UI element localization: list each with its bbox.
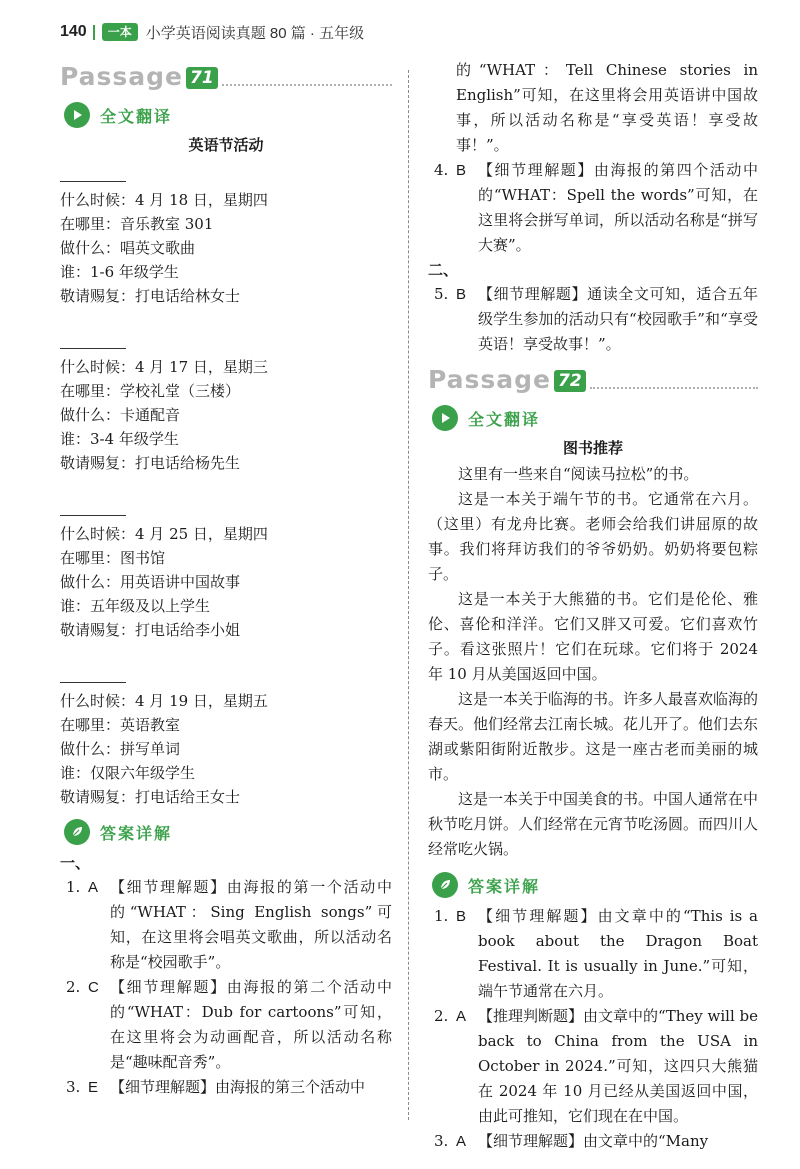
- answers-heading: [60, 817, 392, 847]
- play-icon: [432, 405, 458, 431]
- header-divider: [93, 25, 95, 40]
- event-block: [60, 167, 392, 308]
- event-when: 什么时候：4 月 19 日，星期五: [60, 692, 268, 710]
- answer-number: 4.: [434, 161, 449, 179]
- leaf-icon: [64, 819, 90, 845]
- event-where: 在哪里：英语教室: [60, 716, 181, 734]
- answer-letter: B: [456, 286, 467, 303]
- event-where: 在哪里：音乐教室 301: [60, 215, 214, 233]
- answer-letter: B: [456, 908, 467, 925]
- event-name-blank: [60, 167, 126, 182]
- event-when: 什么时候：4 月 17 日，星期三: [60, 358, 268, 376]
- answer-letter: A: [456, 1133, 467, 1150]
- answer-letter: B: [456, 162, 467, 179]
- answer-text: 【细节理解题】由海报的第二个活动中的“WHAT：Dub for cartoons”可知，在这里将会为动画配音，所以活动名称是“趣味配音秀”。: [110, 978, 392, 1071]
- answer-number: 2.: [66, 978, 81, 996]
- answer-letter: C: [88, 979, 99, 996]
- paragraph: 这是一本关于端午节的书。它通常在六月。（这里）有龙舟比赛。老师会给我们讲屈原的故事。我们将拜访我们的爷爷奶奶。奶奶将要包粽子。: [428, 490, 758, 583]
- passage-heading-72: [428, 361, 758, 395]
- event-when: 什么时候：4 月 25 日，星期四: [60, 525, 268, 543]
- answer-text: 的“WHAT：Tell Chinese stories in English”可知，在这里将会用英语讲中国故事，所以活动名称是“享受英语！享受故事！”。: [456, 61, 758, 154]
- answer-item: [428, 904, 758, 1004]
- event-who: 谁：五年级及以上学生: [60, 597, 211, 615]
- paragraph: 这是一本关于中国美食的书。中国人通常在中秋节吃月饼。人们经常在元宵节吃汤圆。而四川人经常吃火锅。: [428, 790, 759, 858]
- answer-item: [60, 975, 392, 1075]
- paragraph: 这是一本关于大熊猫的书。它们是伦伦、雅伦、喜伦和洋洋。它们又胖又可爱。它们喜欢竹子。看这张照片！它们在玩球。它们将于 2024 年 10 月从美国返回中国。: [428, 590, 758, 683]
- answer-letter: E: [88, 1079, 99, 1096]
- book-title: 小学英语阅读真题 80 篇 · 五年级: [145, 24, 365, 42]
- event-where: 在哪里：学校礼堂（三楼）: [60, 382, 241, 400]
- group-label: 二、: [428, 261, 459, 279]
- event-block: [60, 668, 392, 809]
- answer-letter: A: [456, 1008, 467, 1025]
- play-icon: [64, 102, 90, 128]
- passage-heading-71: [60, 58, 392, 92]
- event-rsvp: 敬请赐复：打电话给林女士: [60, 287, 241, 305]
- answer-text: 【细节理解题】由海报的第三个活动中: [110, 1078, 366, 1096]
- answer-number: 5.: [434, 285, 449, 303]
- event-name-blank: [60, 501, 126, 516]
- event-what: 做什么：唱英文歌曲: [60, 239, 196, 257]
- event-name-blank: [60, 334, 126, 349]
- translation-heading: [60, 100, 392, 130]
- answer-text: 【细节理解题】由文章中的“This is a book about the Dragon Boat Festival. It is usually in June.”可知，端午节通常在六月。: [478, 907, 758, 1000]
- answer-continuation: [428, 58, 758, 158]
- translation-title: 图书推荐: [562, 439, 623, 457]
- answer-text: 【细节理解题】由文章中的“Many: [478, 1132, 709, 1150]
- translation-heading: [428, 403, 758, 433]
- answer-letter: A: [88, 879, 99, 896]
- group-label: 一、: [60, 854, 91, 872]
- event-when: 什么时候：4 月 18 日，星期四: [60, 191, 268, 209]
- section-label: 答案详解: [468, 876, 541, 896]
- section-label: 全文翻译: [100, 106, 173, 126]
- event-who: 谁：3-4 年级学生: [60, 430, 179, 448]
- event-list: [60, 167, 392, 809]
- event-what: 做什么：卡通配音: [60, 406, 181, 424]
- event-where: 在哪里：图书馆: [60, 549, 166, 567]
- passage-number: 71: [186, 67, 218, 89]
- event-what: 做什么：拼写单词: [60, 740, 181, 758]
- answer-number: 3.: [66, 1078, 81, 1096]
- answer-number: 3.: [434, 1132, 449, 1150]
- event-rsvp: 敬请赐复：打电话给李小姐: [60, 621, 241, 639]
- answer-item: [428, 1004, 758, 1129]
- answer-text: 【细节理解题】由海报的第四个活动中的“WHAT：Spell the words”可知，在这里将会拼写单词，所以活动名称是“拼写大赛”。: [478, 161, 758, 254]
- passage-rule: [590, 387, 758, 389]
- right-column: [428, 58, 758, 1154]
- answer-number: 2.: [434, 1007, 449, 1025]
- event-what: 做什么：用英语讲中国故事: [60, 573, 241, 591]
- answer-number: 1.: [66, 878, 81, 896]
- passage-word: Passage: [60, 62, 184, 91]
- answer-text: 【推理判断题】由文章中的“They will be back to China from the USA in October in 2024.”可知，这四只大熊猫在 2024 年 10 月已经从美国返回中国，由此可推知，它们现在在中国。: [478, 1007, 758, 1125]
- passage-number: 72: [554, 370, 586, 392]
- passage-word: Passage: [428, 365, 552, 394]
- section-label: 答案详解: [100, 823, 173, 843]
- leaf-icon: [432, 872, 458, 898]
- answer-text: 【细节理解题】由海报的第一个活动中的“WHAT：Sing English songs”可知，在这里将会唱英文歌曲，所以活动名称是“校园歌手”。: [110, 878, 392, 971]
- answer-item: [428, 282, 758, 357]
- answers-heading: [428, 870, 758, 900]
- answer-text: 【细节理解题】通读全文可知，适合五年级学生参加的活动只有“校园歌手”和“享受英语！享受故事！”。: [478, 285, 758, 353]
- translation-title: 英语节活动: [188, 136, 264, 154]
- paragraph: 这是一本关于临海的书。许多人最喜欢临海的春天。他们经常去江南长城。花儿开了。他们去东湖或紫阳街附近散步。这是一座古老而美丽的城市。: [428, 690, 759, 783]
- column-divider: [408, 70, 409, 1120]
- event-rsvp: 敬请赐复：打电话给杨先生: [60, 454, 241, 472]
- event-block: [60, 501, 392, 642]
- event-who: 谁：仅限六年级学生: [60, 764, 196, 782]
- page-header: [60, 18, 364, 46]
- brand-logo: 一本: [102, 23, 138, 41]
- answer-item: [60, 1075, 392, 1100]
- translation-body: [428, 462, 758, 862]
- event-who: 谁：1-6 年级学生: [60, 263, 179, 281]
- answer-number: 1.: [434, 907, 449, 925]
- event-name-blank: [60, 668, 126, 683]
- answer-item: [428, 158, 758, 258]
- section-label: 全文翻译: [468, 409, 541, 429]
- event-block: [60, 334, 392, 475]
- page-number: 140: [60, 23, 87, 40]
- passage-rule: [222, 84, 392, 86]
- event-rsvp: 敬请赐复：打电话给王女士: [60, 788, 241, 806]
- answer-item: [428, 1129, 758, 1154]
- answer-item: [60, 875, 392, 975]
- left-column: [60, 58, 392, 1100]
- paragraph: 这里有一些来自“阅读马拉松”的书。: [458, 465, 699, 483]
